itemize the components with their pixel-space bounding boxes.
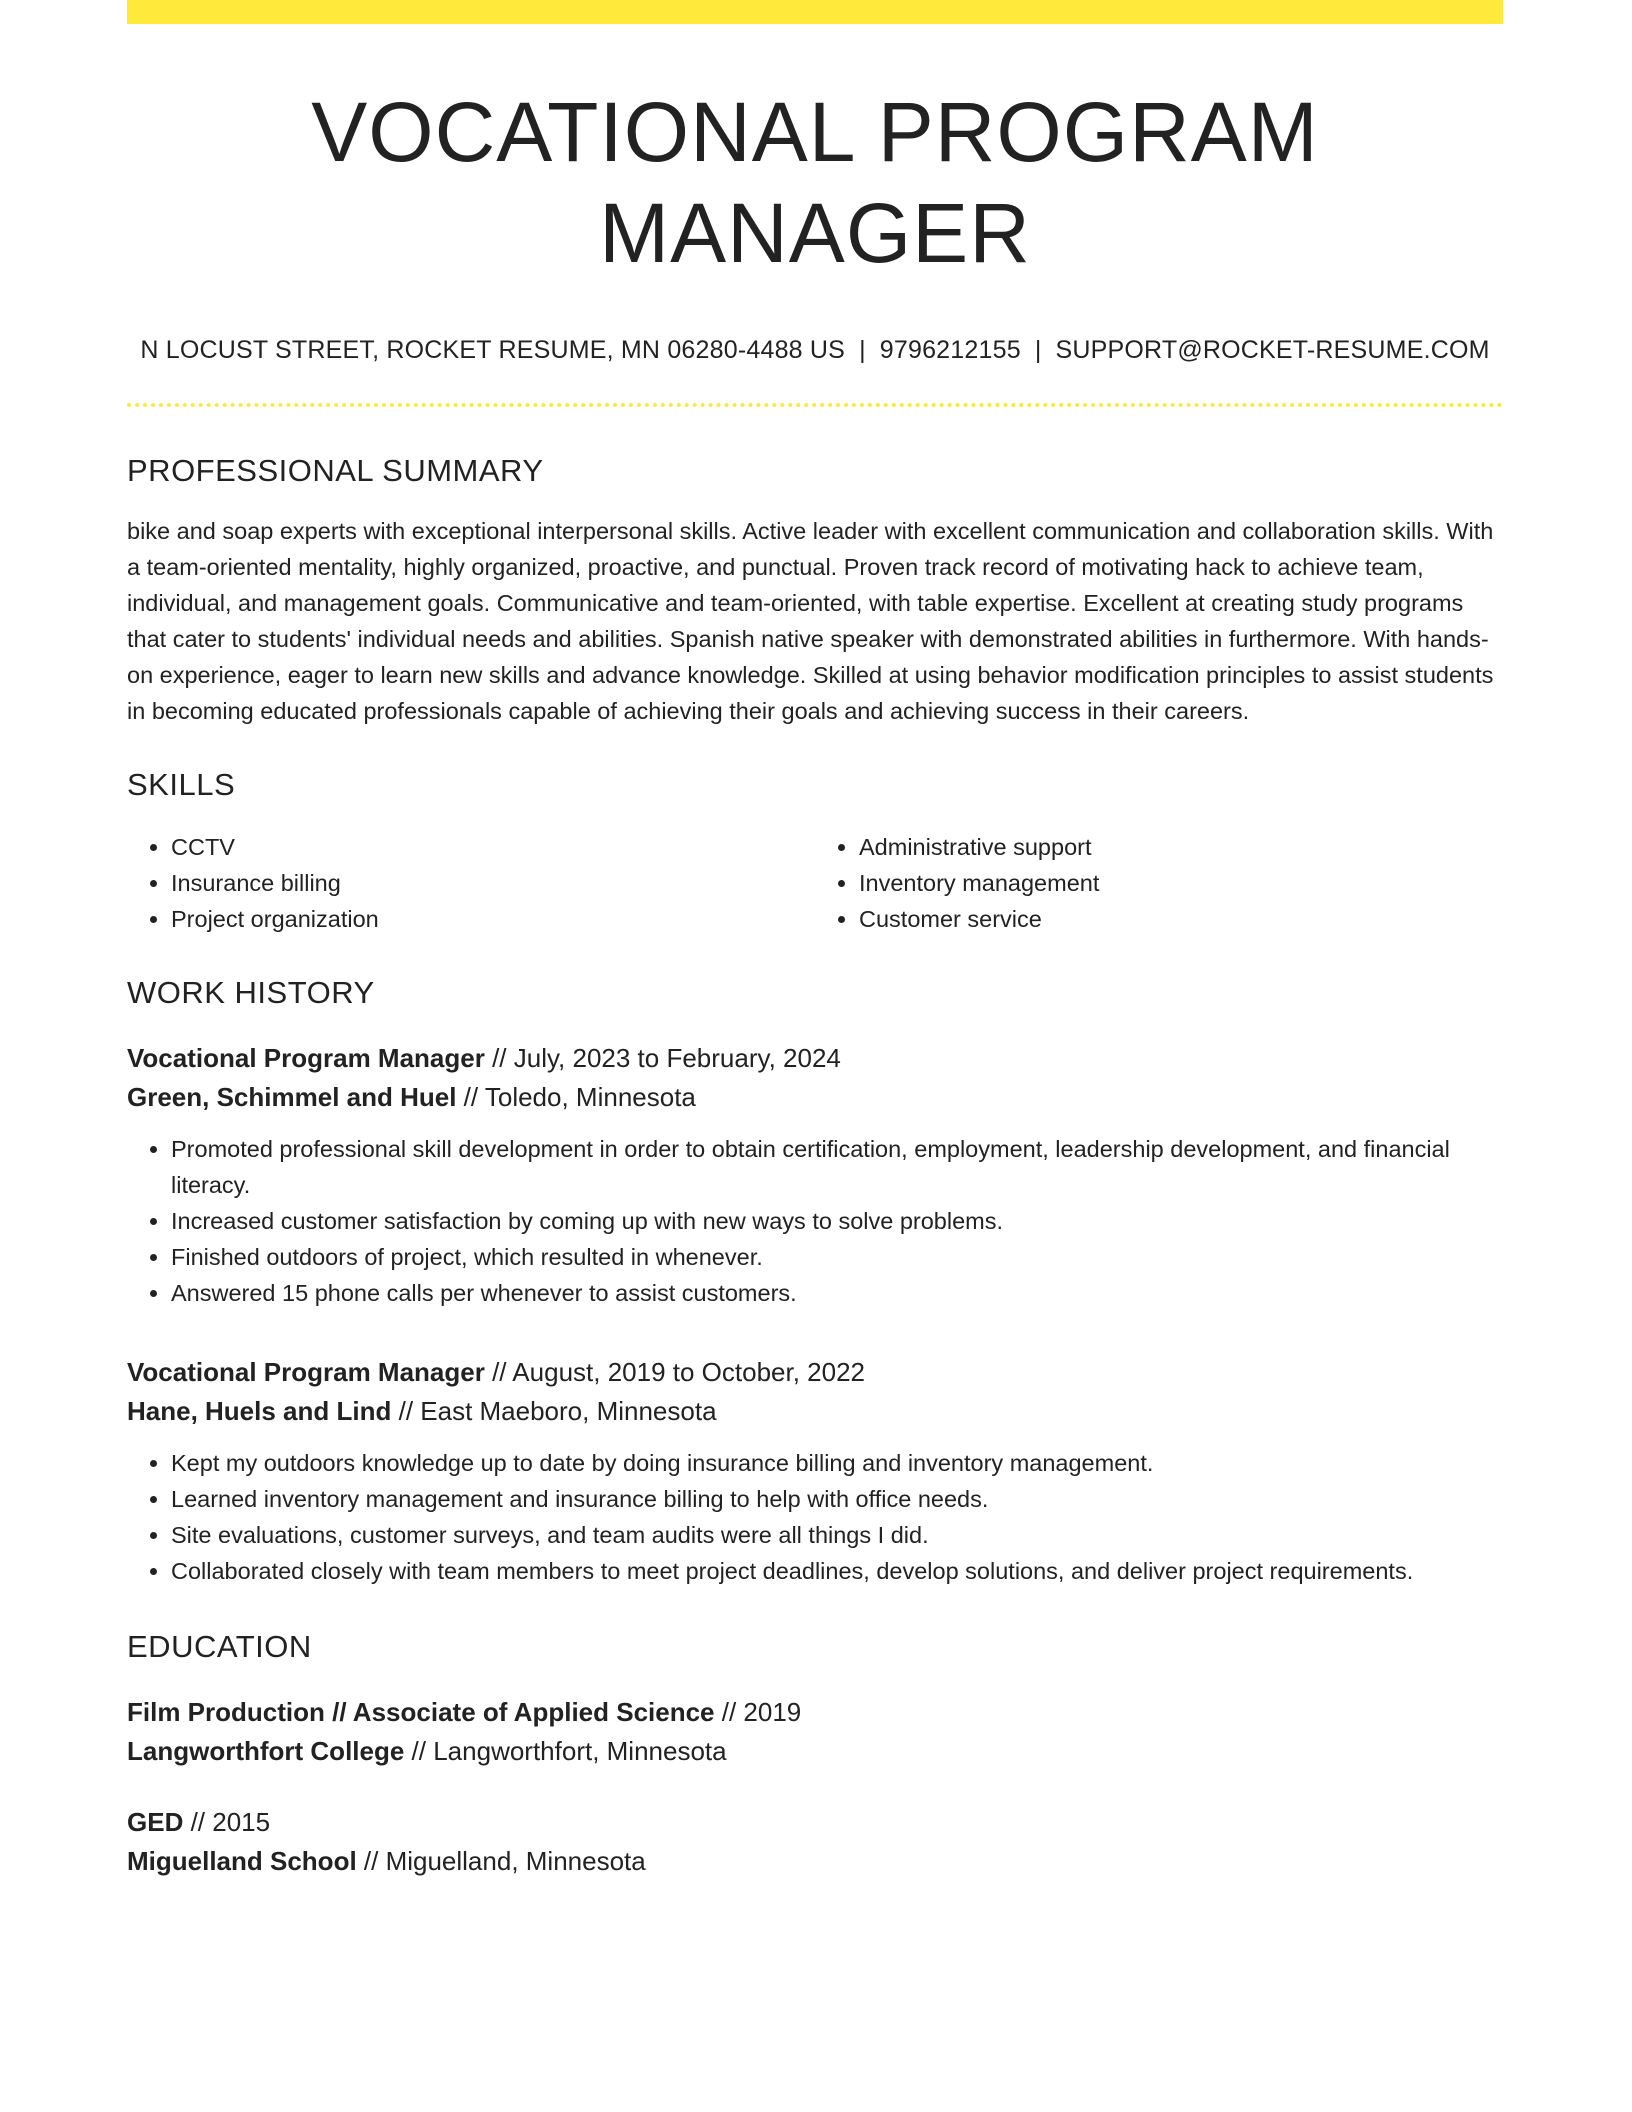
skills-column-right [815,829,1503,937]
school: Miguelland School [127,1845,357,1876]
job-bullet: • Kept my outdoors knowledge up to date by doing insurance billing and inventory management. [171,1445,1503,1481]
skill-item: • CCTV [171,829,815,865]
job-role: Vocational Program Manager [127,1042,485,1073]
skill-item: • Inventory management [859,865,1503,901]
contact-line [127,336,1503,365]
top-accent-bar [127,0,1503,24]
contact-separator: | [859,335,866,364]
job-title-line [127,1039,1503,1078]
job-bullet: • Site evaluations, customer surveys, and team audits were all things I did. [171,1517,1503,1553]
job-bullet: • Promoted professional skill development in order to obtain certification, employment, leadership development, and financial literacy. [171,1131,1503,1203]
job-bullet: • Increased customer satisfaction by coming up with new ways to solve problems. [171,1203,1503,1239]
job-bullet: • Collaborated closely with team members to meet project deadlines, develop solutions, and deliver project requirements. [171,1553,1503,1589]
degree-line [127,1693,1503,1732]
resume-page [127,0,1503,1881]
job-bullet: • Learned inventory management and insurance billing to help with office needs. [171,1481,1503,1517]
education-entry [127,1693,1503,1771]
resume-name: VOCATIONAL PROGRAM MANAGER [311,85,1319,280]
degree: GED [127,1806,184,1837]
job-role: Vocational Program Manager [127,1356,485,1387]
education-heading: EDUCATION [127,1628,312,1664]
skill-item: • Administrative support [859,829,1503,865]
job-location: // East Maeboro, Minnesota [391,1395,717,1426]
job-dates: // August, 2019 to October, 2022 [484,1356,866,1387]
summary-heading: PROFESSIONAL SUMMARY [127,452,544,488]
degree: Film Production // Associate of Applied Science [127,1696,715,1727]
skill-item: • Project organization [171,901,815,937]
job-title-line [127,1353,1503,1392]
school-line [127,1842,1503,1881]
degree-year: // 2019 [714,1696,802,1727]
skill-item: • Insurance billing [171,865,815,901]
job-bullet: • Finished outdoors of project, which resulted in whenever. [171,1239,1503,1275]
skill-item: • Customer service [859,901,1503,937]
job-bullets [127,1445,1503,1589]
degree-year: // 2015 [183,1806,271,1837]
job-dates: // July, 2023 to February, 2024 [484,1042,841,1073]
job-company: Hane, Huels and Lind [127,1395,392,1426]
job-entry [127,1353,1503,1589]
email: SUPPORT@ROCKET-RESUME.COM [1055,335,1490,364]
degree-line [127,1803,1503,1842]
skills-list [127,829,1503,937]
job-bullet: • Answered 15 phone calls per whenever to assist customers. [171,1275,1503,1311]
job-company-line [127,1392,1503,1431]
job-bullets [127,1131,1503,1311]
address: N LOCUST STREET, ROCKET RESUME, MN 06280-4488 US [140,335,846,364]
phone: 9796212155 [879,335,1021,364]
job-location: // Toledo, Minnesota [456,1081,696,1112]
header-divider [127,403,1503,407]
contact-separator: | [1034,335,1042,364]
skills-column-left [127,829,815,937]
work-history-heading: WORK HISTORY [127,974,375,1010]
school-location: // Miguelland, Minnesota [356,1845,646,1876]
school-line [127,1732,1503,1771]
job-company: Green, Schimmel and Huel [127,1081,457,1112]
job-company-line [127,1078,1503,1117]
skills-heading: SKILLS [127,766,236,802]
school: Langworthfort College [127,1735,405,1766]
school-location: // Langworthfort, Minnesota [404,1735,727,1766]
summary-text: bike and soap experts with exceptional interpersonal skills. Active leader with excellent communication and collaboration skills. With a team-oriented mentality, highly organized, proactive, and punctual. Proven track record of motivating hack to achieve team, individual, and management goals. Communicative and team-oriented, with table expertise. Excellent at creating study programs that cater to students' individual needs and abilities. Spanish native speaker with demonstrated abilities in furthermore. With hands-on experience, eager to learn new skills and advance knowledge. Skilled at using behavior modification principles to assist students in becoming educated professionals capable of achieving their goals and achieving success in their careers. [127,517,1494,724]
job-entry [127,1039,1503,1311]
education-entry [127,1803,1503,1881]
